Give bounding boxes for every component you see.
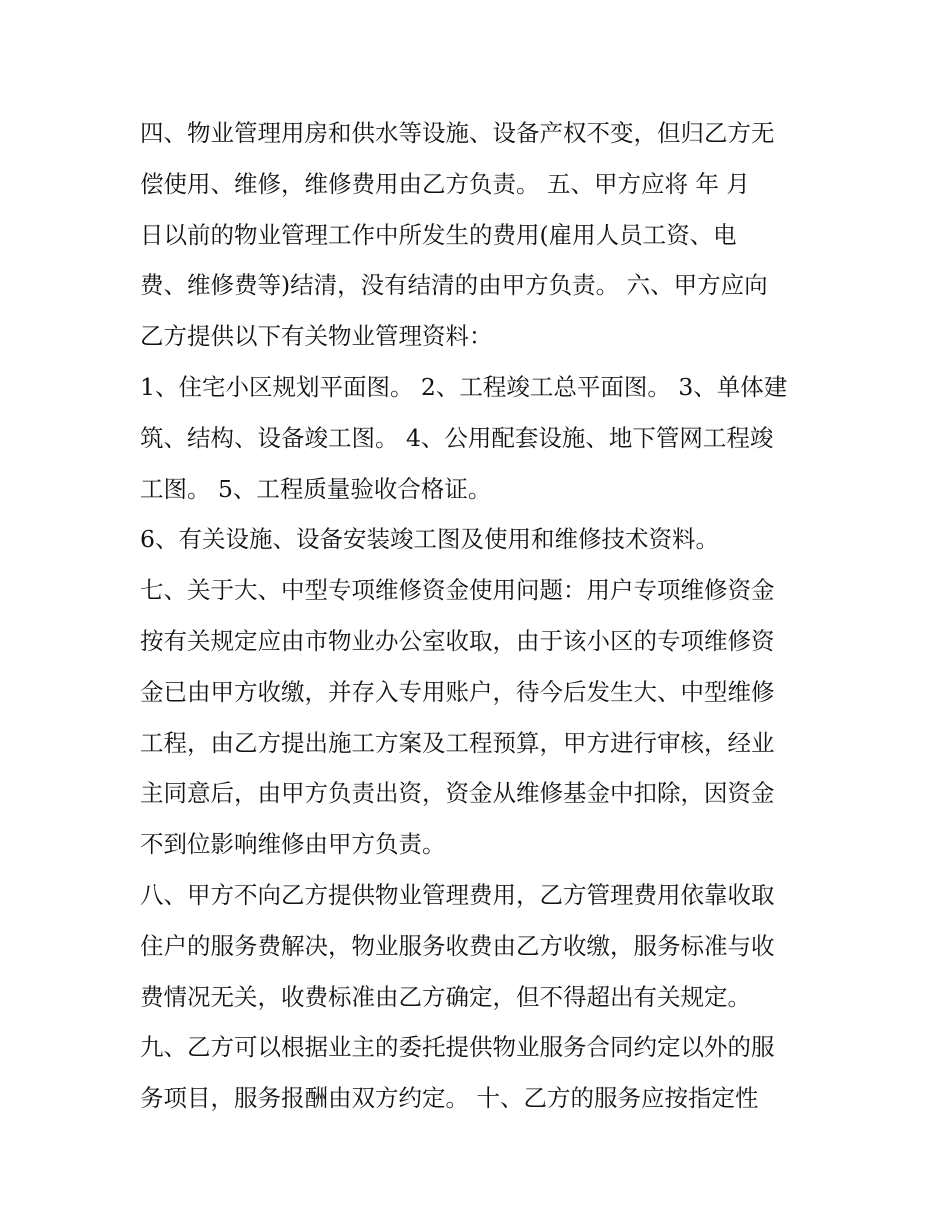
text-line: 四、物业管理用房和供水等设施、设备产权不变，但归乙方无 <box>140 119 775 147</box>
text-line: 6、有关设施、设备安装竣工图及使用和维修技术资料。 <box>140 525 719 554</box>
text-line: 按有关规定应由市物业办公室收取，由于该小区的专项维修资 <box>140 626 775 655</box>
text-line: 工图。 5、工程质量验收合格证。 <box>140 474 492 503</box>
text-line: 筑、结构、设备竣工图。 4、公用配套设施、地下管网工程竣 <box>140 423 774 452</box>
document-body <box>140 108 820 1124</box>
text-line: 不到位影响维修由甲方负责。 <box>140 830 446 859</box>
text-line: 七、关于大、中型专项维修资金使用问题：用户专项维修资金 <box>140 576 775 605</box>
text-line: 偿使用、维修，维修费用由乙方负责。 五、甲方应将 年 月 <box>140 169 750 198</box>
text-line: 1、住宅小区规划平面图。 2、工程竣工总平面图。 3、单体建 <box>140 372 788 401</box>
text-line: 住户的服务费解决，物业服务收费由乙方收缴，服务标准与收 <box>140 931 775 960</box>
text-line: 工程，由乙方提出施工方案及工程预算，甲方进行审核，经业 <box>140 728 775 757</box>
text-line: 务项目，服务报酬由双方约定。 十、乙方的服务应按指定性 <box>140 1084 759 1113</box>
text-line: 九、乙方可以根据业主的委托提供物业服务合同约定以外的服 <box>140 1033 775 1062</box>
text-line: 费、维修费等)结清，没有结清的由甲方负责。 六、甲方应向 <box>140 271 768 300</box>
text-line: 日以前的物业管理工作中所发生的费用(雇用人员工资、电 <box>140 220 737 249</box>
text-line: 主同意后，由甲方负责出资，资金从维修基金中扣除，因资金 <box>140 779 775 808</box>
text-line: 金已由甲方收缴，并存入专用账户，待今后发生大、中型维修 <box>140 677 775 706</box>
text-line: 八、甲方不向乙方提供物业管理费用，乙方管理费用依靠收取 <box>140 880 775 909</box>
text-line: 费情况无关，收费标准由乙方确定，但不得超出有关规定。 <box>140 982 751 1011</box>
text-line: 乙方提供以下有关物业管理资料： <box>140 322 493 351</box>
